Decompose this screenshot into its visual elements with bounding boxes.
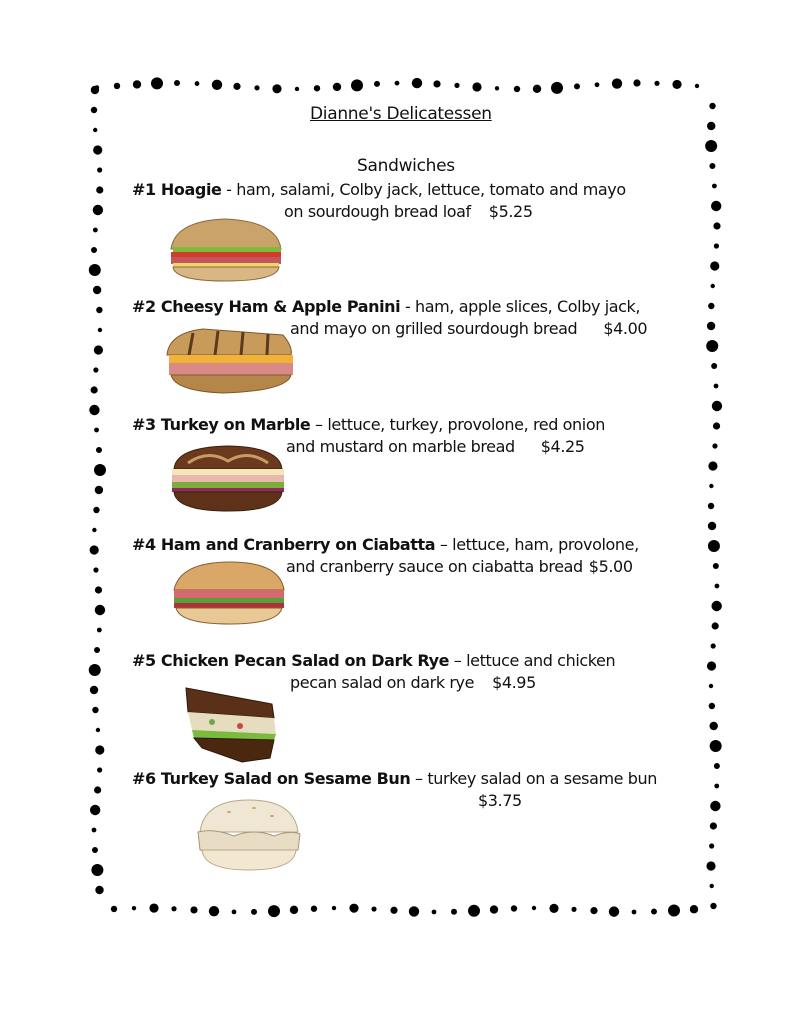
border-dot xyxy=(412,78,422,88)
border-dot xyxy=(711,601,721,611)
border-dot xyxy=(332,906,336,910)
sesame-bun-sandwich-icon xyxy=(194,798,304,880)
border-dot xyxy=(374,81,380,87)
border-dot xyxy=(632,910,637,915)
border-dot xyxy=(712,622,719,629)
border-dot xyxy=(96,728,100,732)
border-dot xyxy=(695,84,699,88)
border-dot xyxy=(468,905,480,917)
border-dot xyxy=(708,461,717,470)
border-dot xyxy=(708,522,716,530)
border-dot xyxy=(709,163,715,169)
item-price: $3.75 xyxy=(478,791,522,810)
border-dot xyxy=(590,907,597,914)
item-description-cont: and mayo on grilled sourdough bread xyxy=(290,319,578,338)
border-dot xyxy=(710,884,714,888)
item-price: $4.95 xyxy=(492,673,536,692)
border-dot xyxy=(371,906,376,911)
border-dot xyxy=(93,205,103,215)
border-dot xyxy=(311,906,317,912)
border-dot xyxy=(254,85,259,90)
border-dot xyxy=(133,80,141,88)
border-dot xyxy=(633,79,640,86)
border-dot xyxy=(92,528,96,532)
border-dot xyxy=(93,567,98,572)
border-dot xyxy=(97,628,102,633)
border-dot xyxy=(93,367,98,372)
border-dot xyxy=(574,83,580,89)
menu-item-1: #1 Hoagie - ham, salami, Colby jack, lettuce, tomato and mayo on sourdough bread loaf $5.25 xyxy=(132,180,626,221)
border-dot xyxy=(715,584,720,589)
border-dot xyxy=(97,767,102,772)
item-name: #6 Turkey Salad on Sesame Bun xyxy=(132,769,411,788)
border-dot xyxy=(708,503,714,509)
border-dot xyxy=(295,87,299,91)
border-dot xyxy=(551,82,563,94)
border-dot xyxy=(95,886,103,894)
item-description: ham, salami, Colby jack, lettuce, tomato and mayo xyxy=(236,180,626,199)
border-dot xyxy=(454,83,459,88)
border-dot xyxy=(711,363,717,369)
border-dot xyxy=(690,905,698,913)
border-dot xyxy=(98,328,102,332)
item-price: $4.25 xyxy=(540,437,585,456)
border-dot xyxy=(712,401,722,411)
border-dot xyxy=(711,201,721,211)
border-dot xyxy=(91,107,97,113)
border-dot xyxy=(709,484,713,488)
menu-item-2: #2 Cheesy Ham & Apple Panini - ham, apple slices, Colby jack, and mayo on grilled sourdough bread $4.00 xyxy=(132,297,648,338)
border-dot xyxy=(251,909,257,915)
item-price: $5.00 xyxy=(588,557,633,576)
border-dot xyxy=(195,81,200,86)
item-price: $5.25 xyxy=(488,202,533,221)
border-dot xyxy=(93,128,97,132)
border-dot xyxy=(707,122,715,130)
rye-sandwich-icon xyxy=(182,684,280,764)
border-dot xyxy=(149,903,158,912)
border-dot xyxy=(710,261,719,270)
border-dot xyxy=(705,140,717,152)
border-dot xyxy=(94,428,99,433)
border-dot xyxy=(433,80,440,87)
border-dot xyxy=(532,906,536,910)
item-name: #2 Cheesy Ham & Apple Panini xyxy=(132,297,401,316)
menu-item-4: #4 Ham and Cranberry on Ciabatta – lettuce, ham, provolone, and cranberry sauce on ciabatta bread $5.00 xyxy=(132,535,639,576)
border-dot xyxy=(92,707,98,713)
border-dot xyxy=(96,447,102,453)
border-dot xyxy=(95,745,104,754)
border-dot xyxy=(714,384,719,389)
border-dot xyxy=(91,864,103,876)
border-dot xyxy=(714,784,719,789)
border-dot xyxy=(233,83,240,90)
border-dot xyxy=(290,906,298,914)
border-dot xyxy=(709,103,715,109)
border-dot xyxy=(349,904,358,913)
item-description-cont: and mustard on marble bread xyxy=(286,437,515,456)
border-dot xyxy=(672,80,681,89)
marble-sandwich-icon xyxy=(168,443,288,515)
item-name: #1 Hoagie xyxy=(132,180,222,199)
border-dot xyxy=(711,284,715,288)
border-dot xyxy=(712,184,717,189)
border-dot xyxy=(709,703,715,709)
border-dot xyxy=(713,222,720,229)
border-dot xyxy=(96,186,103,193)
border-dot xyxy=(490,905,498,913)
item-description: lettuce, turkey, provolone, red onion xyxy=(327,415,605,434)
menu-item-6: #6 Turkey Salad on Sesame Bun – turkey salad on a sesame bun $3.75 xyxy=(132,769,658,810)
item-name: #3 Turkey on Marble xyxy=(132,415,311,434)
border-dot xyxy=(94,786,101,793)
border-dot xyxy=(92,828,97,833)
border-dot xyxy=(571,907,576,912)
border-dot xyxy=(710,740,722,752)
border-dot xyxy=(390,907,397,914)
panini-sandwich-icon xyxy=(163,325,298,397)
border-dot xyxy=(95,486,103,494)
border-dot xyxy=(209,906,219,916)
border-dot xyxy=(713,563,719,569)
border-dot xyxy=(94,647,100,653)
border-dot xyxy=(709,843,714,848)
border-dot xyxy=(533,85,541,93)
item-description-cont: on sourdough bread loaf xyxy=(284,202,471,221)
border-dot xyxy=(93,228,98,233)
border-dot xyxy=(174,80,180,86)
border-dot xyxy=(395,81,400,86)
border-dot xyxy=(151,77,163,89)
border-dot xyxy=(711,643,716,648)
border-dot xyxy=(114,83,120,89)
border-dot xyxy=(89,664,101,676)
border-dot xyxy=(96,307,102,313)
border-dot xyxy=(111,906,117,912)
border-dot xyxy=(90,805,100,815)
border-dot xyxy=(94,345,103,354)
item-price: $4.00 xyxy=(603,319,648,338)
border-dot xyxy=(89,264,101,276)
border-dot xyxy=(409,906,419,916)
border-dot xyxy=(706,861,715,870)
border-dot xyxy=(93,286,101,294)
hoagie-sandwich-icon xyxy=(165,215,285,285)
border-dot xyxy=(92,847,98,853)
border-dot xyxy=(714,243,719,248)
border-dot xyxy=(351,79,363,91)
menu-item-3: #3 Turkey on Marble – lettuce, turkey, provolone, red onion and mustard on marble bread $4.25 xyxy=(132,415,605,456)
border-dot xyxy=(710,822,717,829)
border-dot xyxy=(93,145,102,154)
border-dot xyxy=(651,909,657,915)
border-dot xyxy=(706,340,718,352)
border-dot xyxy=(432,910,437,915)
border-dot xyxy=(90,686,98,694)
border-dot xyxy=(714,763,720,769)
border-dot xyxy=(268,905,280,917)
border-dot xyxy=(609,906,619,916)
border-dot xyxy=(451,909,457,915)
item-description: lettuce and chicken xyxy=(466,651,616,670)
item-description: ham, apple slices, Colby jack, xyxy=(415,297,641,316)
menu-item-5: #5 Chicken Pecan Salad on Dark Rye – lettuce and chicken pecan salad on dark rye $4.95 xyxy=(132,651,616,692)
border-dot xyxy=(190,906,197,913)
border-dot xyxy=(314,85,320,91)
border-dot xyxy=(710,722,718,730)
border-dot xyxy=(612,78,622,88)
item-description-cont: pecan salad on dark rye xyxy=(290,673,475,692)
section-heading: Sandwiches xyxy=(357,156,455,176)
border-dot xyxy=(171,906,176,911)
border-dot xyxy=(91,247,97,253)
item-name: #4 Ham and Cranberry on Ciabatta xyxy=(132,535,436,554)
border-dot xyxy=(333,83,341,91)
border-dot xyxy=(511,905,517,911)
border-dot xyxy=(91,386,98,393)
border-dot xyxy=(90,545,99,554)
ciabatta-sandwich-icon xyxy=(170,560,288,628)
border-dot xyxy=(91,86,99,94)
restaurant-title: Dianne's Delicatessen xyxy=(310,104,492,124)
border-dot xyxy=(654,81,659,86)
border-dot xyxy=(232,910,237,915)
border-dot xyxy=(713,422,720,429)
border-dot xyxy=(495,86,499,90)
item-description: turkey salad on a sesame bun xyxy=(427,769,658,788)
border-dot xyxy=(94,464,106,476)
item-description-cont: and cranberry sauce on ciabatta bread xyxy=(286,557,583,576)
border-dot xyxy=(95,605,105,615)
border-dot xyxy=(514,86,520,92)
item-name: #5 Chicken Pecan Salad on Dark Rye xyxy=(132,651,450,670)
border-dot xyxy=(710,903,716,909)
item-description: lettuce, ham, provolone, xyxy=(452,535,639,554)
border-dot xyxy=(272,84,281,93)
border-dot xyxy=(668,904,680,916)
border-dot xyxy=(95,586,102,593)
border-dot xyxy=(472,82,481,91)
border-dot xyxy=(93,507,99,513)
border-dot xyxy=(712,443,717,448)
border-dot xyxy=(97,167,102,172)
border-dot xyxy=(549,904,558,913)
border-dot xyxy=(132,906,136,910)
border-dot xyxy=(595,82,600,87)
border-dot xyxy=(89,405,99,415)
border-dot xyxy=(212,80,222,90)
